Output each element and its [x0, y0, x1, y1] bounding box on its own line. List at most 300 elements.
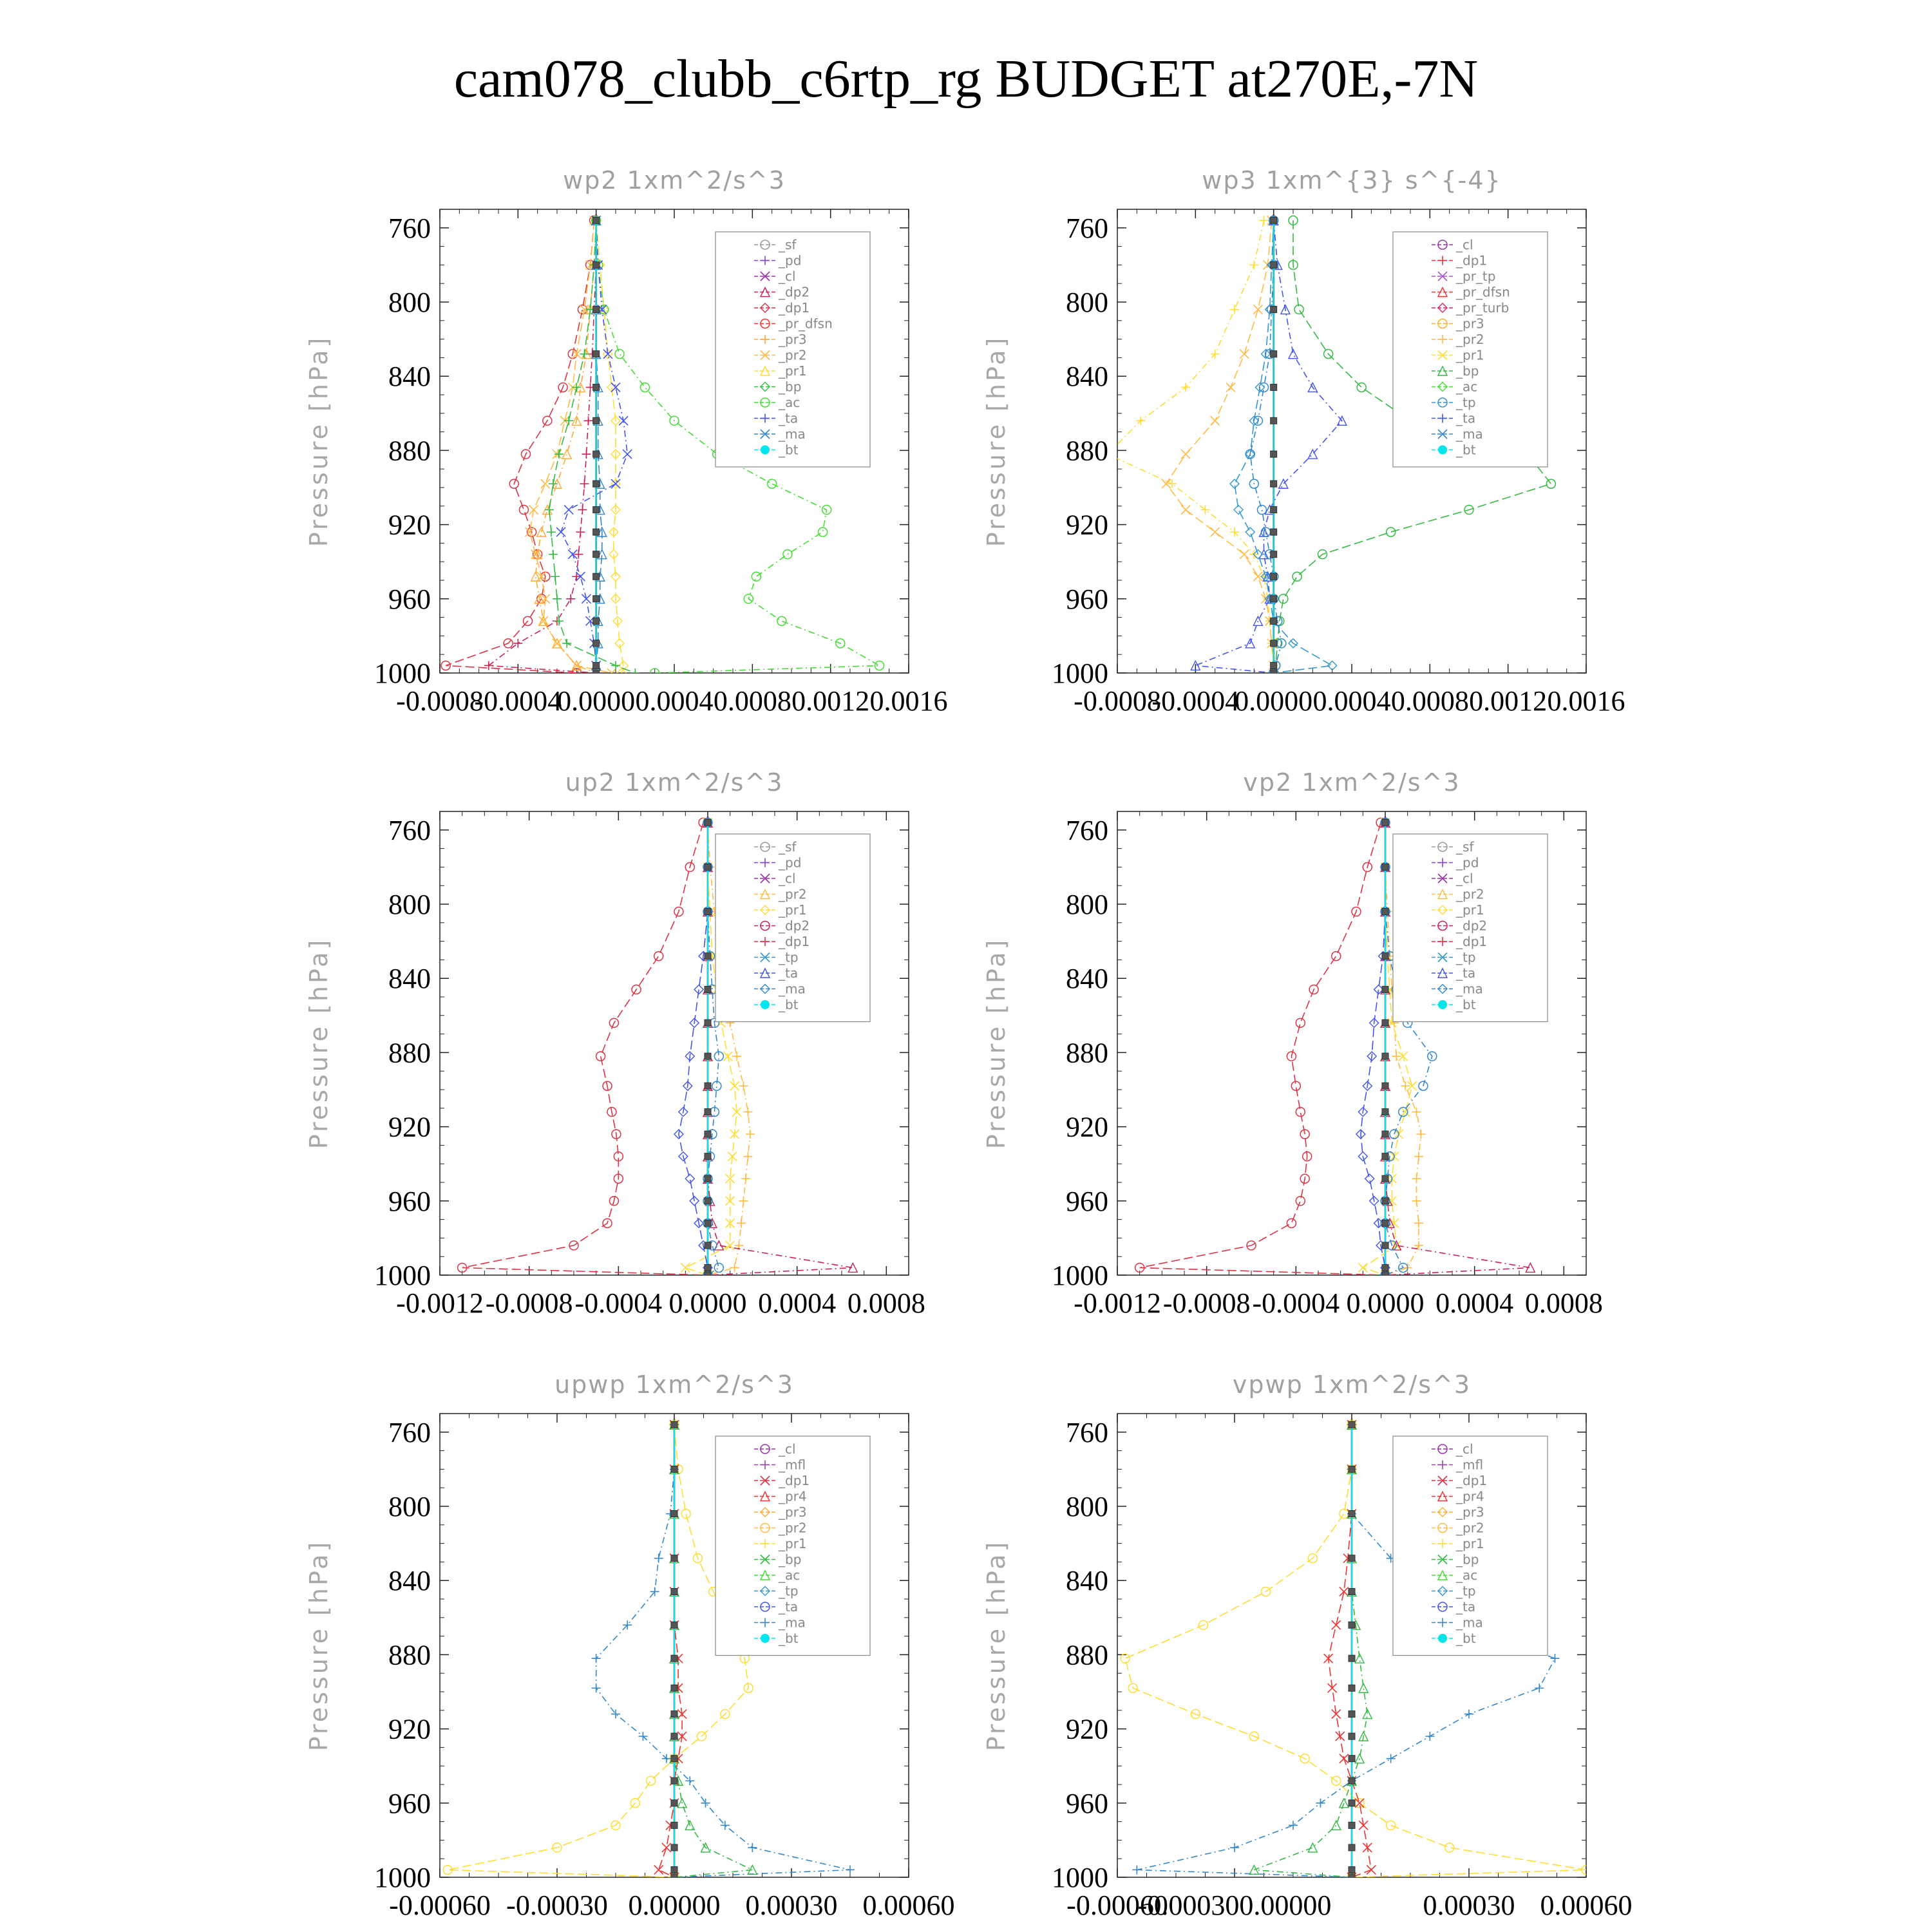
- y-tick-label: 920: [1066, 509, 1108, 541]
- point-ma: [654, 1554, 663, 1563]
- point-pr1: [1136, 416, 1145, 425]
- point-pr4: [1363, 1843, 1372, 1852]
- x-tick-label: 0.0016: [869, 685, 948, 717]
- point-bt: [705, 1153, 711, 1160]
- point-bp: [547, 527, 556, 536]
- series-line-bp: [549, 220, 635, 673]
- point-ac: [752, 572, 761, 581]
- point-dp2: [582, 450, 591, 459]
- point-dp2: [484, 661, 493, 670]
- legend-label: _ma: [779, 426, 806, 442]
- legend-label: _pr1: [779, 363, 807, 379]
- point-bp: [551, 572, 560, 581]
- y-tick-label: 960: [1066, 1185, 1108, 1217]
- point-bt: [1349, 1874, 1355, 1880]
- point-bt: [1271, 670, 1277, 676]
- point-bp: [562, 639, 571, 648]
- point-pr4: [1340, 1587, 1349, 1596]
- series-line-dp1: [1140, 822, 1385, 1275]
- point-bp: [630, 668, 639, 677]
- legend-label: _pd: [1456, 855, 1479, 871]
- point-bt: [705, 1175, 711, 1182]
- point-bt: [593, 640, 600, 647]
- series-line-bp: [1254, 1425, 1367, 1877]
- point-pr1: [1181, 383, 1190, 392]
- point-bt: [705, 1264, 711, 1271]
- legend-label: _pr_tp: [1456, 269, 1496, 284]
- point-pr1: [1260, 216, 1269, 225]
- x-tick-label: -0.0004: [1151, 685, 1240, 717]
- series-line-dp1: [446, 220, 594, 673]
- legend-label: _tp: [779, 949, 799, 965]
- y-tick-label: 800: [388, 1491, 431, 1522]
- legend-label: _tp: [1456, 949, 1476, 965]
- point-pr2: [746, 1130, 755, 1139]
- point-dp1: [578, 305, 587, 314]
- point-bt: [593, 573, 600, 580]
- point-bt: [593, 261, 600, 268]
- point-dp2: [580, 479, 589, 488]
- y-tick-label: 960: [388, 1185, 431, 1217]
- legend-label: _ac: [779, 395, 800, 410]
- point-pr2: [553, 639, 562, 648]
- legend-marker-bt: [761, 1000, 770, 1009]
- panel-title: wp2 1xm^2/s^3: [563, 166, 786, 194]
- point-dp2: [584, 416, 593, 425]
- x-tick-label: 0.0004: [758, 1287, 837, 1319]
- point-bt: [1382, 1109, 1388, 1115]
- y-tick-label: 760: [388, 212, 431, 244]
- x-tick-label: 0.0000: [1235, 685, 1313, 717]
- point-bt: [671, 1655, 677, 1662]
- legend-label: _ta: [779, 410, 799, 426]
- point-bt: [671, 1874, 677, 1880]
- y-tick-label: 960: [388, 1787, 431, 1819]
- point-ma: [1230, 1843, 1239, 1852]
- point-dp1: [519, 506, 528, 515]
- point-bt: [1382, 819, 1388, 826]
- point-bt: [1271, 596, 1277, 602]
- point-ac: [777, 616, 786, 625]
- legend-label: _ma: [779, 981, 806, 997]
- panel-4: [982, 768, 1603, 1319]
- point-ta: [1365, 1174, 1374, 1183]
- point-ta: [685, 1174, 694, 1183]
- point-bt: [1382, 1175, 1388, 1182]
- point-bt: [1349, 1777, 1355, 1784]
- point-ma: [701, 1799, 710, 1808]
- legend-label: _dp2: [779, 918, 810, 934]
- point-ma: [748, 1843, 757, 1852]
- x-tick-label: -0.000300.00000: [1137, 1889, 1332, 1921]
- point-bt: [1271, 529, 1277, 535]
- point-bt: [1271, 417, 1277, 424]
- point-pr4: [1336, 1732, 1345, 1741]
- x-tick-label: 0.0000: [1346, 1287, 1425, 1319]
- point-pr2: [1240, 550, 1249, 559]
- x-tick-label: 0.0012: [1469, 685, 1548, 717]
- y-tick-label: 920: [1066, 1111, 1108, 1143]
- legend-label: _pr2: [1456, 1520, 1484, 1536]
- series-line-ta: [1361, 822, 1385, 1275]
- y-tick-label: 840: [388, 963, 431, 995]
- point-bp: [549, 550, 558, 559]
- point-ma: [1550, 1654, 1559, 1663]
- point-ma: [592, 1654, 601, 1663]
- point-pr3: [537, 527, 546, 536]
- x-tick-label: 0.0004: [1435, 1287, 1514, 1319]
- point-ma: [1464, 1710, 1473, 1719]
- legend-label: _bp: [1456, 363, 1479, 379]
- legend-label: _ma: [779, 1615, 806, 1631]
- point-bt: [1382, 1220, 1388, 1226]
- legend-label: _pd: [779, 252, 802, 269]
- point-bt: [593, 307, 600, 313]
- point-bt: [593, 217, 600, 223]
- point-bt: [1382, 1019, 1388, 1026]
- legend-label: _bt: [779, 997, 799, 1012]
- y-tick-label: 1000: [374, 658, 431, 689]
- point-bt: [1349, 1588, 1355, 1595]
- x-tick-label: -0.0008: [485, 1287, 573, 1319]
- legend-label: _bp: [1456, 1551, 1479, 1567]
- point-dp2: [578, 506, 587, 515]
- point-tp: [1245, 527, 1255, 536]
- point-dp1: [654, 952, 663, 961]
- point-ta: [611, 383, 620, 392]
- panel-6: [982, 1370, 1633, 1921]
- point-bt: [1349, 1555, 1355, 1562]
- point-bt: [593, 529, 600, 535]
- point-pr4: [677, 1732, 687, 1741]
- x-tick-label: 0.0008: [713, 685, 791, 717]
- legend-label: _bt: [1456, 442, 1476, 458]
- y-tick-label: 1000: [1052, 658, 1108, 689]
- point-bt: [1271, 573, 1277, 580]
- legend-label: _dp1: [1456, 252, 1488, 269]
- point-ta: [564, 506, 573, 515]
- point-bt: [1271, 507, 1277, 513]
- point-bt: [1271, 451, 1277, 457]
- point-bt: [705, 953, 711, 960]
- y-axis-label: Pressure [hPa]: [982, 937, 1010, 1150]
- y-tick-label: 920: [388, 1713, 431, 1745]
- x-tick-label: 0.0012: [791, 685, 870, 717]
- point-bt: [705, 1083, 711, 1089]
- point-bt: [1271, 307, 1277, 313]
- legend-label: _cl: [779, 269, 796, 284]
- point-pr1: [730, 1081, 739, 1090]
- point-bt: [1382, 1264, 1388, 1271]
- point-bt: [1349, 1622, 1355, 1628]
- point-bt: [1349, 1685, 1355, 1691]
- x-tick-label: -0.0008: [1162, 1287, 1251, 1319]
- point-bt: [705, 1053, 711, 1059]
- y-tick-label: 800: [388, 889, 431, 920]
- series-line-pr1: [1108, 220, 1274, 673]
- point-pr2: [1253, 305, 1262, 314]
- legend-label: _ta: [1456, 965, 1476, 981]
- series-line-ta: [561, 220, 627, 673]
- x-tick-label: -0.0012: [396, 1287, 484, 1319]
- point-pr4: [1359, 1821, 1368, 1830]
- point-bt: [1271, 480, 1277, 487]
- legend-label: _cl: [779, 1441, 796, 1457]
- point-pr1: [1121, 1654, 1130, 1663]
- point-bt: [705, 1019, 711, 1026]
- point-bt: [705, 986, 711, 992]
- point-ma: [1289, 1821, 1298, 1830]
- legend-label: _cl: [1456, 871, 1473, 886]
- point-pr2: [737, 1218, 746, 1227]
- legend-label: _dp1: [1456, 1473, 1488, 1488]
- point-bt: [1271, 261, 1277, 268]
- y-tick-label: 800: [388, 287, 431, 318]
- y-tick-label: 880: [1066, 435, 1108, 467]
- y-tick-label: 800: [1066, 1491, 1108, 1522]
- point-dp2: [566, 594, 575, 603]
- legend-label: _ta: [779, 965, 799, 981]
- point-bt: [705, 1272, 711, 1278]
- point-ta: [582, 594, 591, 603]
- point-pr4: [1367, 1865, 1376, 1874]
- point-bt: [1271, 551, 1277, 558]
- legend-label: _pr2: [779, 347, 807, 363]
- legend-label: _pr1: [1456, 902, 1484, 918]
- point-bt: [593, 451, 600, 457]
- legend-label: _pr1: [779, 902, 807, 918]
- point-pr1: [647, 1776, 656, 1785]
- x-tick-label: -0.00060: [1066, 1889, 1168, 1921]
- point-pr2: [1414, 1152, 1423, 1161]
- x-tick-label: 0.0000: [557, 685, 636, 717]
- y-tick-label: 1000: [1052, 1260, 1108, 1291]
- point-bt: [593, 596, 600, 602]
- point-pr2: [529, 506, 538, 515]
- x-tick-label: 0.00030: [745, 1889, 838, 1921]
- point-bt: [1271, 217, 1277, 223]
- x-tick-label: 0.00030: [1423, 1889, 1515, 1921]
- y-tick-label: 920: [388, 509, 431, 541]
- point-bt: [1349, 1800, 1355, 1806]
- y-tick-label: 880: [388, 435, 431, 467]
- point-pr1: [1401, 1108, 1410, 1117]
- legend-marker-bt: [1438, 1000, 1447, 1009]
- point-pr1: [1340, 1510, 1349, 1519]
- point-bt: [1382, 909, 1388, 915]
- point-bt: [1382, 1153, 1388, 1160]
- point-bt: [593, 670, 600, 676]
- y-tick-label: 960: [1066, 1787, 1108, 1819]
- x-tick-label: -0.0008: [396, 685, 484, 717]
- point-pr2: [1181, 450, 1190, 459]
- point-pr4: [654, 1865, 663, 1874]
- point-bt: [671, 1800, 677, 1806]
- point-pr2: [741, 1174, 750, 1183]
- point-pr2: [1412, 1108, 1421, 1117]
- legend-label: _pr4: [779, 1488, 807, 1504]
- point-bp: [1546, 479, 1555, 488]
- panel-3: [305, 768, 925, 1319]
- point-bt: [1382, 864, 1388, 870]
- point-dp1: [1296, 1197, 1305, 1206]
- y-tick-label: 840: [1066, 963, 1108, 995]
- point-ac: [819, 527, 828, 536]
- point-pr2: [743, 1152, 752, 1161]
- x-tick-label: 0.00000: [628, 1889, 721, 1921]
- point-bt: [593, 507, 600, 513]
- point-bt: [1382, 1198, 1388, 1204]
- panel-title: wp3 1xm^{3} s^{-4}: [1202, 166, 1502, 194]
- point-bt: [593, 480, 600, 487]
- y-axis-label: Pressure [hPa]: [982, 335, 1010, 547]
- point-bp: [1357, 383, 1366, 392]
- x-tick-label: 0.0008: [847, 1287, 925, 1319]
- point-ma: [592, 1683, 601, 1692]
- point-pr1: [726, 1241, 735, 1250]
- point-ma: [1425, 1732, 1434, 1741]
- point-bp: [554, 616, 564, 625]
- series-line-ma: [596, 220, 602, 673]
- legend-label: _ta: [779, 1599, 799, 1615]
- point-bt: [705, 1109, 711, 1115]
- series-line-dp2: [489, 220, 596, 673]
- series-line-pr4: [1329, 1425, 1372, 1877]
- point-bp: [1279, 594, 1288, 603]
- series-line-tp: [1235, 220, 1332, 673]
- figure-title: cam078_clubb_c6rtp_rg BUDGET at270E,-7N: [453, 49, 1479, 109]
- x-tick-label: 0.0000: [668, 1287, 747, 1319]
- x-tick-label: -0.0008: [1074, 685, 1161, 717]
- y-tick-label: 840: [1066, 361, 1108, 393]
- legend-label: _ac: [1456, 1567, 1478, 1583]
- panel-title: up2 1xm^2/s^3: [565, 768, 784, 797]
- point-bt: [1271, 640, 1277, 647]
- y-tick-label: 760: [1066, 814, 1108, 846]
- legend-label: _mfl: [1456, 1457, 1484, 1473]
- y-axis-label: Pressure [hPa]: [305, 1539, 333, 1752]
- y-tick-label: 760: [1066, 1416, 1108, 1448]
- point-bp: [1293, 572, 1302, 581]
- point-pr2: [1416, 1130, 1425, 1139]
- y-tick-label: 880: [1066, 1037, 1108, 1069]
- point-ma: [1132, 1865, 1141, 1874]
- legend-label: _pr1: [1456, 1536, 1484, 1551]
- point-bt: [1382, 986, 1388, 992]
- y-tick-label: 880: [388, 1639, 431, 1671]
- x-tick-label: 0.0004: [1312, 685, 1391, 717]
- point-bt: [1382, 1242, 1388, 1249]
- series-line-pr1: [448, 1425, 748, 1877]
- point-bt: [1271, 351, 1277, 357]
- series-line-ta: [1195, 220, 1342, 673]
- legend-label: _sf: [779, 237, 797, 252]
- x-tick-label: -0.0004: [474, 685, 562, 717]
- point-bt: [671, 1421, 677, 1428]
- point-pr2: [572, 350, 581, 359]
- point-ta: [556, 527, 565, 536]
- legend-label: _ma: [1456, 1615, 1483, 1631]
- point-pr2: [1412, 1174, 1421, 1183]
- legend-label: _pr3: [1456, 316, 1484, 332]
- point-bt: [1349, 1655, 1355, 1662]
- x-tick-label: 0.00060: [1540, 1889, 1633, 1921]
- y-tick-label: 760: [388, 814, 431, 846]
- point-pr2: [1414, 1218, 1423, 1227]
- series-line-pr1: [596, 220, 623, 673]
- series-line-ta: [679, 822, 708, 1275]
- point-bt: [1271, 618, 1277, 624]
- point-bt: [705, 1242, 711, 1249]
- legend-label: _pd: [779, 855, 802, 871]
- point-bt: [671, 1622, 677, 1628]
- point-bt: [593, 351, 600, 357]
- legend-label: _bp: [779, 379, 802, 395]
- legend-label: _pr4: [1456, 1488, 1484, 1504]
- point-pr2: [1211, 527, 1220, 536]
- point-pr1: [1230, 305, 1239, 314]
- point-dp1: [1296, 1018, 1305, 1027]
- legend-label: _sf: [1456, 839, 1474, 855]
- point-pr2: [1211, 416, 1220, 425]
- point-pr2: [732, 1052, 741, 1061]
- point-bp: [1332, 1821, 1341, 1830]
- y-tick-label: 840: [1066, 1565, 1108, 1597]
- point-bt: [671, 1822, 677, 1828]
- y-tick-label: 960: [1066, 583, 1108, 615]
- legend-label: _cl: [779, 871, 796, 886]
- panel-5: [305, 1370, 955, 1921]
- x-tick-label: -0.0004: [1252, 1287, 1340, 1319]
- legend-marker-bt: [1438, 1634, 1447, 1643]
- point-bt: [1382, 1272, 1388, 1278]
- y-tick-label: 1000: [374, 1260, 431, 1291]
- point-bt: [705, 1220, 711, 1226]
- point-bt: [593, 662, 600, 668]
- legend-label: _ta: [1456, 1599, 1476, 1615]
- y-axis-label: Pressure [hPa]: [982, 1539, 1010, 1752]
- x-tick-label: -0.00030: [506, 1889, 608, 1921]
- legend-label: _cl: [1456, 1441, 1473, 1457]
- series-line-pr2: [530, 220, 612, 673]
- point-pr1: [1201, 506, 1210, 515]
- y-tick-label: 960: [388, 583, 431, 615]
- y-tick-label: 800: [1066, 287, 1108, 318]
- legend-label: _dp1: [1456, 934, 1488, 949]
- point-dp1: [1287, 1218, 1296, 1227]
- legend-label: _mfl: [779, 1457, 806, 1473]
- point-dp1: [1332, 952, 1341, 961]
- legend-label: _sf: [779, 839, 797, 855]
- point-pr4: [1340, 1754, 1349, 1763]
- x-tick-label: -0.0004: [574, 1287, 663, 1319]
- series-line-pr4: [659, 1425, 682, 1877]
- point-dp2: [576, 527, 585, 536]
- point-pr2: [730, 1263, 739, 1272]
- point-bt: [1349, 1711, 1355, 1718]
- legend-label: _bt: [779, 442, 799, 458]
- legend-label: _pr3: [779, 1504, 807, 1520]
- point-pr2: [1240, 350, 1249, 359]
- panel-title: vp2 1xm^2/s^3: [1243, 768, 1461, 797]
- legend-label: _dp1: [779, 300, 810, 316]
- point-bt: [1349, 1421, 1355, 1428]
- point-bt: [593, 551, 600, 558]
- point-bp: [553, 594, 562, 603]
- point-ac: [783, 550, 792, 559]
- y-tick-label: 920: [388, 1111, 431, 1143]
- legend-label: _cl: [1456, 237, 1473, 252]
